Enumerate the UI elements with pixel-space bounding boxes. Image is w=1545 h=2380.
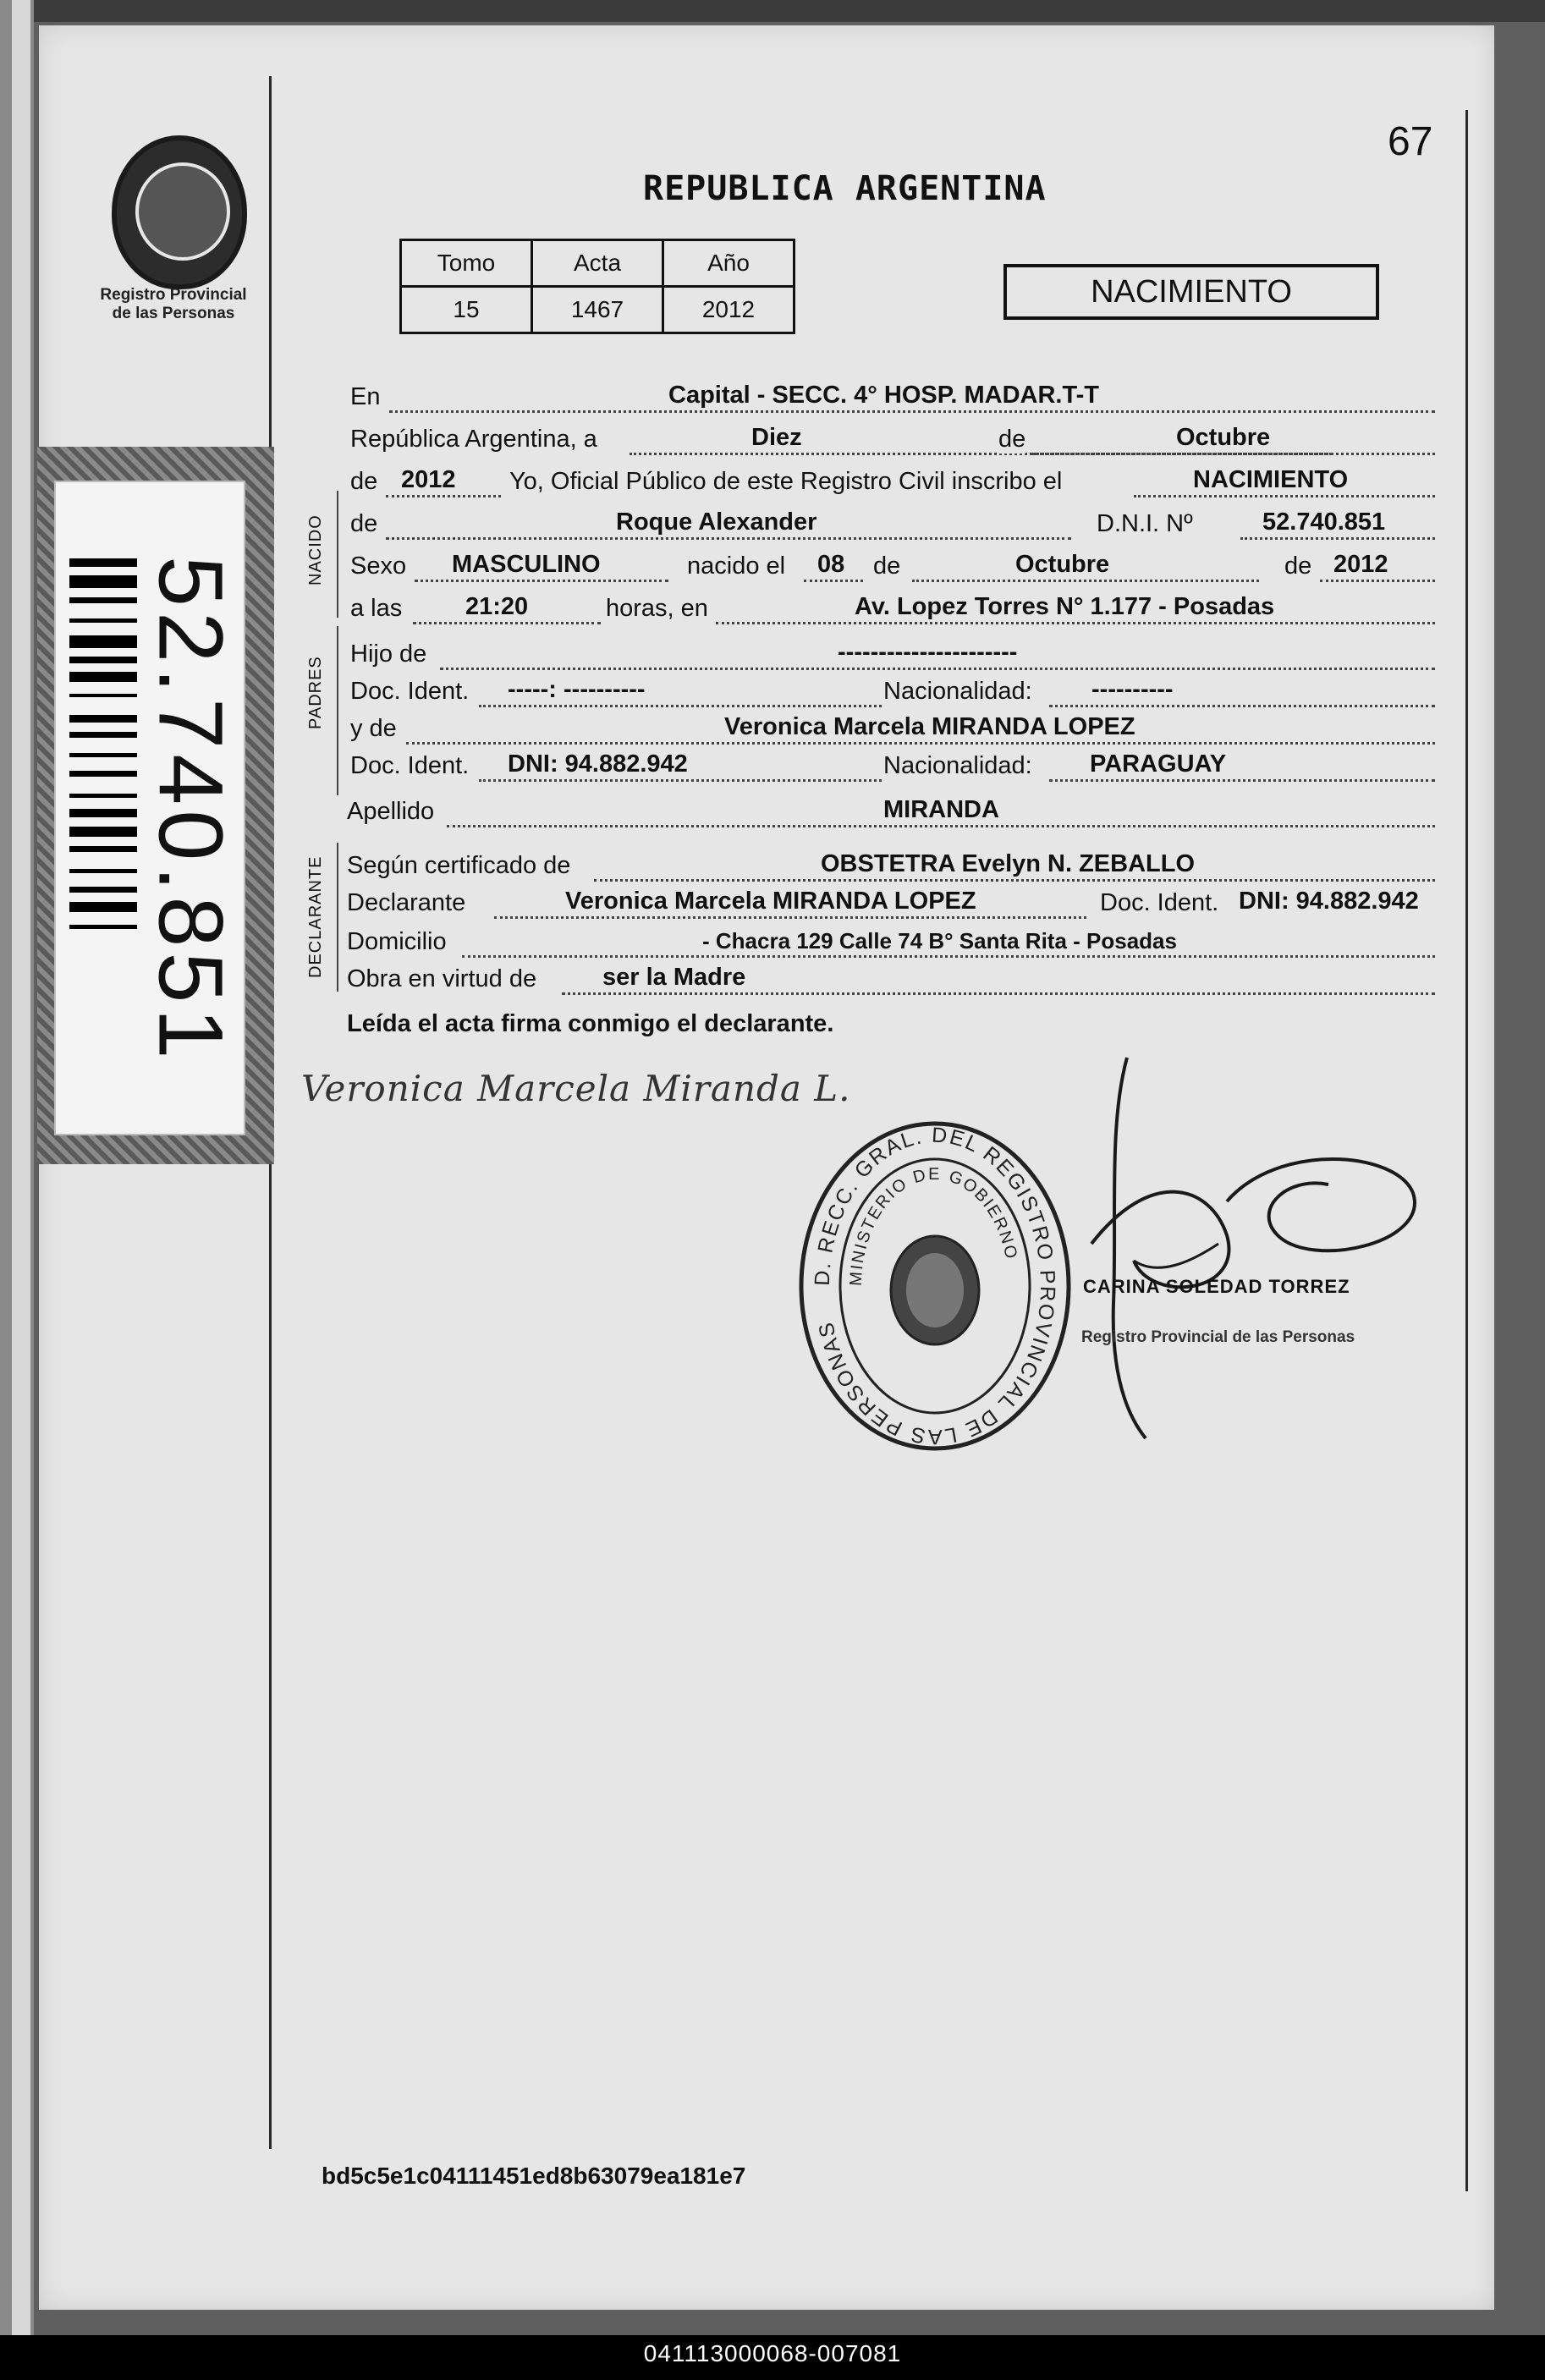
field-row-sex [347, 547, 1438, 585]
declarant-signature: Veronica Marcela Miranda L. [301, 1068, 851, 1109]
ref-value-row [401, 287, 794, 333]
section-divider [337, 843, 338, 992]
field-row-mother-doc [347, 746, 1438, 785]
barcode-bar [69, 869, 137, 873]
barcode-bar [69, 732, 137, 738]
field-value-mother-doc: DNI: 94.882.942 [508, 750, 688, 778]
field-label-declarant-doc: Doc. Ident. [1100, 889, 1219, 916]
dotted-line [386, 495, 501, 497]
registrar-signature-icon [1058, 1049, 1430, 1447]
field-value-declarant: Veronica Marcela MIRANDA LOPEZ [565, 888, 976, 915]
field-row-address [347, 922, 1438, 961]
field-row-time [347, 589, 1438, 628]
dotted-line [1320, 580, 1435, 582]
section-label-padres: PADRES [306, 656, 325, 729]
field-label-de-year: de [350, 468, 378, 495]
field-value-capacity: ser la Madre [602, 964, 746, 991]
field-label-time: a las [350, 595, 403, 622]
dotted-line [594, 879, 1435, 882]
field-value-birth-place: Av. Lopez Torres N° 1.177 - Posadas [855, 593, 1275, 620]
dotted-line [413, 622, 601, 624]
dotted-line [912, 580, 1259, 582]
dotted-line [447, 825, 1435, 827]
dotted-line [1049, 779, 1435, 782]
barcode-bar [69, 846, 137, 852]
field-value-dni: 52.740.851 [1262, 508, 1386, 536]
field-value-sex: MASCULINO [452, 551, 601, 578]
section-divider [337, 491, 338, 618]
field-label-dni: D.N.I. Nº [1097, 510, 1193, 537]
field-value-certificate: OBSTETRA Evelyn N. ZEBALLO [821, 850, 1196, 877]
field-row-name [347, 504, 1438, 543]
dotted-line [440, 668, 1435, 670]
barcode-icon [69, 558, 137, 1049]
field-value-mother-nationality: PARAGUAY [1090, 750, 1227, 778]
dotted-line [389, 410, 1435, 413]
barcode-bar [69, 672, 137, 682]
field-row-en [347, 377, 1438, 416]
scan-left-edge-paper [12, 0, 30, 2335]
registry-logo-text: Registro Provincial de las Personas [100, 286, 247, 322]
dotted-line [1049, 705, 1435, 707]
field-label-father-nationality: Nacionalidad: [883, 678, 1032, 705]
dotted-line [1240, 537, 1435, 540]
registrar-office: Registro Provincial de las Personas [1081, 1328, 1355, 1346]
barcode-bar [69, 925, 137, 929]
page-title: REPUBLICA ARGENTINA [643, 169, 1047, 208]
ref-header-anio: Año [663, 240, 794, 287]
ref-value-anio: 2012 [663, 287, 794, 333]
dotted-line [386, 537, 1071, 540]
barcode-bar [69, 753, 137, 757]
field-value-mother: Veronica Marcela MIRANDA LOPEZ [724, 713, 1135, 740]
dotted-line [1032, 453, 1435, 455]
field-label-inscribo: Yo, Oficial Público de este Registro Civil inscribo el [509, 468, 1063, 495]
field-label-mother: y de [350, 715, 397, 742]
dotted-line [562, 992, 1435, 995]
field-row-surname [347, 792, 1438, 831]
barcode-bar [69, 794, 137, 798]
field-label-father: Hijo de [350, 640, 427, 668]
official-seal-icon [795, 1117, 1075, 1455]
barcode-number: 52.740.851 [140, 555, 243, 1064]
field-value-birth-month: Octubre [1015, 551, 1110, 578]
field-value-address: - Chacra 129 Calle 74 B° Santa Rita - Posadas [702, 928, 1177, 954]
field-label-name: de [350, 510, 378, 537]
dotted-line [1134, 495, 1435, 497]
barcode-bar [69, 715, 137, 723]
field-row-capacity [347, 959, 1438, 998]
dotted-line [406, 742, 1435, 745]
field-value-month: Octubre [1176, 424, 1271, 451]
ref-header-acta: Acta [532, 240, 663, 287]
field-row-date [347, 420, 1438, 459]
barcode-bar [69, 827, 137, 837]
barcode-bar [69, 902, 137, 912]
field-row-mother [347, 709, 1438, 748]
field-label-mother-doc: Doc. Ident. [350, 752, 470, 779]
field-label-capacity: Obra en virtud de [347, 965, 537, 992]
document-hash: bd5c5e1c04111451ed8b63079ea181e7 [322, 2163, 746, 2189]
field-value-declarant-doc: DNI: 94.882.942 [1239, 888, 1419, 915]
barcode-bar [69, 618, 137, 623]
field-label-born: nacido el [687, 552, 786, 580]
field-value-birth-day: 08 [817, 551, 845, 578]
field-label-mother-nationality: Nacionalidad: [883, 752, 1032, 779]
field-value-birth-year: 2012 [1333, 551, 1388, 578]
dotted-line [804, 580, 863, 582]
field-row-father-doc [347, 672, 1438, 711]
field-row-declarant [347, 883, 1438, 922]
field-label-birth-de2: de [1284, 552, 1312, 580]
field-label-certificate: Según certificado de [347, 852, 571, 879]
field-label-en: En [350, 383, 381, 410]
dotted-line [415, 580, 668, 582]
field-value-father: ---------------------- [838, 639, 1018, 666]
section-label-nacido: NACIDO [306, 514, 325, 585]
field-label-father-doc: Doc. Ident. [350, 678, 470, 705]
barcode-bar [69, 597, 137, 603]
field-label-surname: Apellido [347, 798, 435, 825]
closing-statement: Leída el acta firma conmigo el declarante. [347, 1010, 834, 1037]
field-label-declarant: Declarante [347, 889, 466, 916]
record-reference-table [399, 239, 795, 334]
barcode-bar [69, 635, 137, 647]
ref-value-tomo: 15 [401, 287, 532, 333]
barcode-bar [69, 887, 137, 893]
field-value-father-nationality: ---------- [1091, 676, 1174, 703]
field-row-certificate [347, 846, 1438, 885]
page-number: 67 [1388, 119, 1433, 164]
registrar-name: CARINA SOLEDAD TORREZ [1083, 1276, 1350, 1297]
dotted-line [479, 779, 882, 782]
scan-id: 041113000068-007081 [643, 2340, 902, 2366]
field-row-father [347, 635, 1438, 673]
field-row-year [347, 462, 1438, 501]
field-value-name: Roque Alexander [616, 508, 817, 536]
ref-header-row [401, 240, 794, 287]
scan-top-edge [0, 0, 1545, 22]
field-value-time: 21:20 [465, 593, 529, 620]
field-value-act: NACIMIENTO [1193, 466, 1349, 493]
field-label-hours: horas, en [606, 595, 708, 622]
field-value-father-doc: -----: ---------- [508, 676, 646, 703]
dotted-line [462, 955, 1435, 958]
barcode-bar [69, 771, 137, 777]
section-divider [337, 626, 338, 795]
field-value-place: Capital - SECC. 4° HOSP. MADAR.T-T [668, 382, 1099, 409]
dotted-line [716, 622, 1435, 624]
ref-value-acta: 1467 [532, 287, 663, 333]
barcode-bar [69, 657, 137, 662]
seal-outer-text: D. RECC. GRAL. DEL REGISTRO PROVINCIAL DE LAS PERSONAS [810, 1123, 1060, 1449]
act-type-box: NACIMIENTO [1003, 264, 1379, 320]
field-label-address: Domicilio [347, 928, 447, 955]
emblem-inner [135, 162, 230, 261]
barcode-bar [69, 694, 137, 698]
field-label-de: de [998, 426, 1026, 453]
field-value-year: 2012 [401, 466, 456, 493]
province-emblem-icon [112, 135, 247, 289]
field-label-birth-de: de [873, 552, 901, 580]
field-value-day: Diez [751, 424, 802, 451]
field-label-republica: República Argentina, a [350, 426, 597, 453]
dotted-line [494, 916, 1086, 919]
margin-line-right [1465, 110, 1468, 2191]
seal-inner-text: MINISTERIO DE GOBIERNO [846, 1164, 1021, 1287]
barcode-bar [69, 558, 137, 567]
field-value-surname: MIRANDA [883, 796, 999, 823]
field-label-sex: Sexo [350, 552, 407, 580]
ref-header-tomo: Tomo [401, 240, 532, 287]
section-label-declarante: DECLARANTE [306, 855, 325, 978]
barcode-bar [69, 575, 137, 587]
barcode-bar [69, 809, 137, 817]
dotted-line [479, 705, 882, 707]
barcode-sticker [54, 481, 245, 1135]
